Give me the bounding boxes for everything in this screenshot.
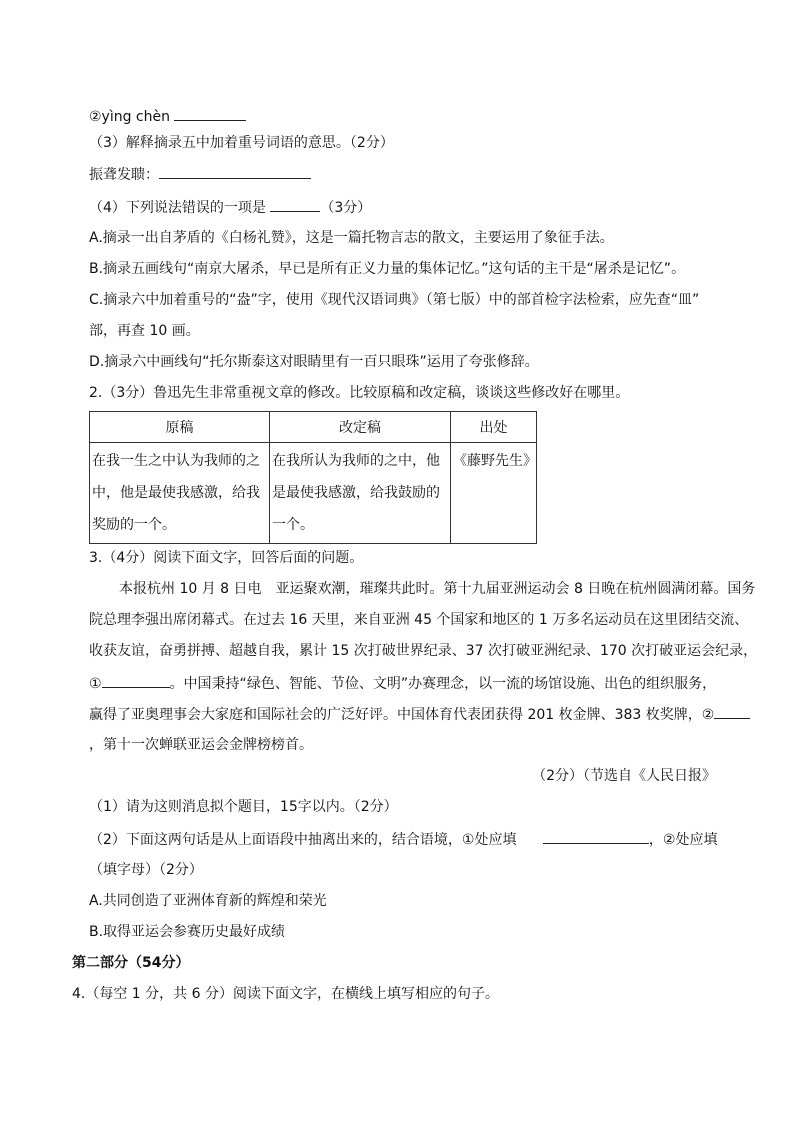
q3-sub1: （1）请为这则消息拟个题目，15字以内。（2分） [89,799,398,815]
passage-line: 收获友谊，奋勇拼搏、超越自我，累计 15 次打破世界纪录、37 次打破亚洲纪录、170 次打破亚运会纪录， [89,643,758,659]
revision-table [89,411,537,544]
table-header-row [90,412,537,443]
option-d: D.摘录六中画线句“托尔斯泰这对眼睛里有一百只眼珠”运用了夸张修辞。 [89,354,539,370]
passage-source: （2分）（节选自《人民日报》 [532,768,716,784]
answer-blank-2[interactable] [714,704,750,719]
cell-source: 《藤野先生》 [451,443,537,544]
q2-intro: 2.（3分）鲁迅先生非常重视文章的修改。比较原稿和改定稿，谈谈这些修改好在哪里。 [89,385,630,401]
cell-original: 在我一生之中认为我师的之中，他是最使我感激，给我奖励的一个。 [90,443,270,544]
q3-option-b: B.取得亚运会参赛历史最好成绩 [89,924,286,940]
header-revised: 改定稿 [270,412,451,443]
option-b: B.摘录五画线句“南京大屠杀，早已是所有正义力量的集体记忆。”这句话的主干是“屠杀是记忆”。 [89,261,686,277]
passage-line: 赢得了亚奥理事会大家庭和国际社会的广泛好评。中国体育代表团获得 201 枚金牌、383 枚奖牌，② [89,704,750,725]
passage-line: ，第十一次蝉联亚运会金牌榜榜首。 [89,737,313,753]
answer-blank[interactable] [174,106,246,121]
q3-intro: 3.（4分）阅读下面文字，回答后面的问题。 [89,550,364,566]
q3-sub2: （2）下面这两句话是从上面语段中抽离出来的，结合语境，①处应填 ，②处应填 [89,829,717,850]
pinyin-item: ②yìng chèn [89,106,246,127]
answer-blank[interactable] [159,164,311,179]
passage-line: 院总理李强出席闭幕式。在过去 16 天里，来自亚洲 45 个国家和地区的 1 万多名运动员在这里团结交流、 [89,612,749,628]
q3-sub2-cont: （填字母）（2分） [89,862,203,878]
passage-line: ① 。中国秉持“绿色、智能、节俭、文明”办赛理念，以一流的场馆设施、出色的组织服务， [89,673,716,694]
cell-revised: 在我所认为我师的之中，他是最使我感激，给我鼓励的一个。 [270,443,451,544]
header-original: 原稿 [90,412,270,443]
answer-blank-1[interactable] [102,673,170,688]
header-source: 出处 [451,412,537,443]
q4-intro: 4.（每空 1 分，共 6 分）阅读下面文字，在横线上填写相应的句子。 [72,986,499,1002]
q4-label: （4）下列说法错误的一项是 （3分） [89,197,371,218]
option-c-line1: C.摘录六中加着重号的“盎”字，使用《现代汉语词典》（第七版）中的部首检字法检索，应先查“皿” [89,292,700,308]
option-a: A.摘录一出自茅盾的《白杨礼赞》，这是一篇托物言志的散文，主要运用了象征手法。 [89,230,614,246]
q3-word: 振聋发聩： [89,164,311,185]
part2-heading: 第二部分（54分） [72,955,190,971]
q3-label: （3）解释摘录五中加着重号词语的意思。（2分） [89,135,394,151]
option-c-line2: 部，再查 10 画。 [89,323,200,339]
answer-blank-3[interactable] [543,829,649,844]
table-row [90,443,537,544]
q3-option-a: A.共同创造了亚洲体育新的辉煌和荣光 [89,893,327,909]
answer-blank[interactable] [270,197,320,212]
passage-line: 本报杭州 10 月 8 日电 亚运聚欢潮，璀璨共此时。第十九届亚洲运动会 8 日晚在杭州圆满闭幕。国务 [119,581,756,597]
